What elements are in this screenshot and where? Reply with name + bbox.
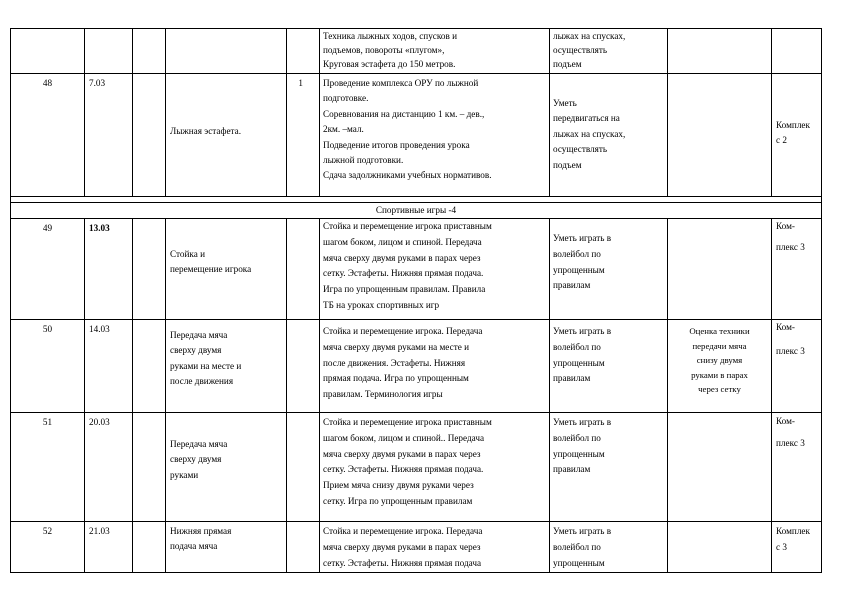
lesson-content: Техника лыжных ходов, спусков и подъемов, повороты «плугом», Круговая эстафета до 150 метров.	[319, 29, 549, 73]
section-title: Спортивные игры -4	[10, 203, 822, 219]
lesson-content: Стойка и перемещение игрока приставным шагом боком, лицом и спиной. Передача мяча сверху двумя руками в парах через сетку. Эстафеты. Нижняя прямая подача. Игра по упрощенным правилам. Правила ТБ на уроках спортивных игр	[319, 219, 549, 319]
lesson-date	[84, 29, 132, 73]
lesson-requirements: Уметь играть в волейбол по упрощенным правилам	[549, 320, 667, 412]
table-row	[10, 320, 822, 413]
lesson-homework: Ком- плекс 3	[771, 413, 822, 521]
lesson-control	[667, 74, 771, 196]
lesson-number: 50	[10, 320, 84, 412]
lesson-date: 7.03	[84, 74, 132, 196]
blank-cell	[132, 219, 165, 319]
blank-cell	[132, 413, 165, 521]
lesson-content: Стойка и перемещение игрока приставным шагом боком, лицом и спиной.. Передача мяча сверху двумя руками в парах через сетку. Эстафеты. Нижняя прямая подача. Прием мяча снизу двумя руками через сетку. Игра по упрощенным правилам	[319, 413, 549, 521]
table-row	[10, 28, 822, 74]
lesson-control	[667, 29, 771, 73]
lesson-hours	[286, 219, 319, 319]
lesson-hours	[286, 522, 319, 572]
lesson-number: 51	[10, 413, 84, 521]
blank-cell	[132, 29, 165, 73]
lesson-homework: Ком- плекс 3	[771, 219, 822, 319]
lesson-requirements: Уметь играть в волейбол по упрощенным	[549, 522, 667, 572]
lesson-hours	[286, 413, 319, 521]
lesson-homework: Ком- плекс 3	[771, 320, 822, 412]
lesson-date: 21.03	[84, 522, 132, 572]
lesson-topic: Лыжная эстафета.	[165, 74, 286, 196]
lesson-requirements: Уметь передвигаться на лыжах на спусках, осуществлять подъем	[549, 74, 667, 196]
lesson-control	[667, 413, 771, 521]
lesson-topic: Нижняя прямая подача мяча	[165, 522, 286, 572]
lesson-requirements: Уметь играть в волейбол по упрощенным правилам	[549, 413, 667, 521]
lesson-topic	[165, 29, 286, 73]
table-row	[10, 413, 822, 522]
lesson-content: Проведение комплекса ОРУ по лыжной подготовке. Соревнования на дистанцию 1 км. – дев., 2км. –мал. Подведение итогов проведения урока лыжной подготовки. Сдача задолжниками учебных нормативов.	[319, 74, 549, 196]
lesson-homework: Комплек с 3	[771, 522, 822, 572]
blank-cell	[132, 522, 165, 572]
lesson-number: 52	[10, 522, 84, 572]
table-row	[10, 522, 822, 573]
lesson-topic: Передача мяча сверху двумя руками на месте и после движения	[165, 320, 286, 412]
lesson-hours	[286, 29, 319, 73]
lesson-number: 49	[10, 219, 84, 319]
lesson-control: Оценка техники передачи мяча снизу двумя руками в парах через сетку	[667, 320, 771, 412]
lesson-date: 20.03	[84, 413, 132, 521]
lesson-homework: Комплек с 2	[771, 74, 822, 196]
lesson-number	[10, 29, 84, 73]
lesson-hours	[286, 320, 319, 412]
lesson-content: Стойка и перемещение игрока. Передача мяча сверху двумя руками на месте и после движения. Эстафеты. Нижняя прямая подача. Игра по упрощенным правилам. Терминология игры	[319, 320, 549, 412]
lesson-hours: 1	[286, 74, 319, 196]
table-row	[10, 74, 822, 197]
blank-cell	[132, 320, 165, 412]
lesson-topic: Стойка и перемещение игрока	[165, 219, 286, 319]
table-row	[10, 219, 822, 320]
lesson-date: 13.03	[84, 219, 132, 319]
lesson-requirements: Уметь играть в волейбол по упрощенным правилам	[549, 219, 667, 319]
lesson-control	[667, 522, 771, 572]
lesson-content: Стойка и перемещение игрока. Передача мяча сверху двумя руками в парах через сетку. Эстафеты. Нижняя прямая подача	[319, 522, 549, 572]
lesson-number: 48	[10, 74, 84, 196]
lesson-homework	[771, 29, 822, 73]
lesson-requirements: лыжах на спусках, осуществлять подъем	[549, 29, 667, 73]
lesson-control	[667, 219, 771, 319]
lesson-date: 14.03	[84, 320, 132, 412]
blank-cell	[132, 74, 165, 196]
lesson-plan-table	[10, 28, 822, 573]
lesson-topic: Передача мяча сверху двумя руками	[165, 413, 286, 521]
